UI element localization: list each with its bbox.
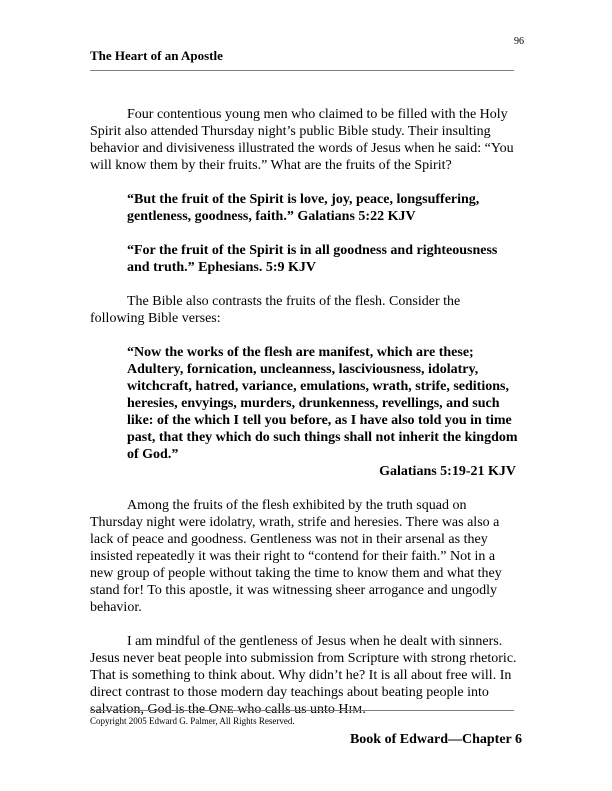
quote-reference: Galatians 5:19-21 KJV <box>379 464 516 479</box>
paragraph-gentleness-of-jesus <box>90 633 518 719</box>
running-title: The Heart of an Apostle <box>90 48 223 63</box>
paragraph-fruits-of-flesh: The Bible also contrasts the fruits of the flesh. Consider the following Bible verses: <box>90 294 461 326</box>
quote-galatians-5-19 <box>127 344 518 480</box>
quote-galatians-5-22: “But the fruit of the Spirit is love, joy, peace, longsuffering, gentleness, goodness, faith.” Galatians 5:22 KJV <box>127 192 480 224</box>
copyright-notice: Copyright 2005 Edward G. Palmer, All Rights Reserved. <box>90 716 295 726</box>
header-rule <box>90 70 514 71</box>
paragraph-contentious-men: Four contentious young men who claimed to be filled with the Holy Spirit also attended Thursday night’s public Bible study. Their insulting behavior and divisiveness illustrated the words of Jesus when he said: “You will know them by their fruits.” What are the fruits of the Spirit? <box>90 107 514 173</box>
one-initial: O <box>208 702 219 717</box>
footer-rule <box>90 710 514 711</box>
text-run: . <box>362 702 366 717</box>
chapter-footer: Book of Edward—Chapter 6 <box>349 732 522 747</box>
text-run: I am mindful of the gentleness of Jesus when he dealt with sinners. Jesus never beat people into submission from Scripture with strong rhetoric. That is something to think about. Why didn’t he? It is all about free will. In direct contrast to those modern day teachings about beating people into salvation, God is the <box>90 634 517 717</box>
quote-text: “Now the works of the flesh are manifest, which are these; Adultery, fornication, uncleanness, lasciviousness, idolatry, witchcraft, hatred, variance, emulations, wrath, strife, seditions, heresies, envyings, murders, drunkenness, revellings, and such like: of the which I tell you before, as I have also told you in time past, that they which do such things shall not inherit the kingdom of God.” <box>127 345 518 462</box>
paragraph-truth-squad: Among the fruits of the flesh exhibited by the truth squad on Thursday night were idolatry, wrath, strife and heresies. There was also a lack of peace and goodness. Gentleness was not in their arsenal as they insisted repeatedly it was their right to “contend for their faith.” Not in a new group of people without taking the time to know them and what they stand for! To this apostle, it was witnessing sheer arrogance and ungodly behavior. <box>90 498 502 615</box>
him-initial: H <box>338 702 349 717</box>
one-small-caps: NE <box>218 704 234 716</box>
page-number: 96 <box>514 36 524 47</box>
text-run: who calls us unto <box>233 702 339 717</box>
quote-ephesians-5-9: “For the fruit of the Spirit is in all goodness and righteousness and truth.” Ephesians. 5:9 KJV <box>127 243 498 275</box>
him-small-caps: IM <box>348 704 363 716</box>
page-body <box>90 106 518 736</box>
